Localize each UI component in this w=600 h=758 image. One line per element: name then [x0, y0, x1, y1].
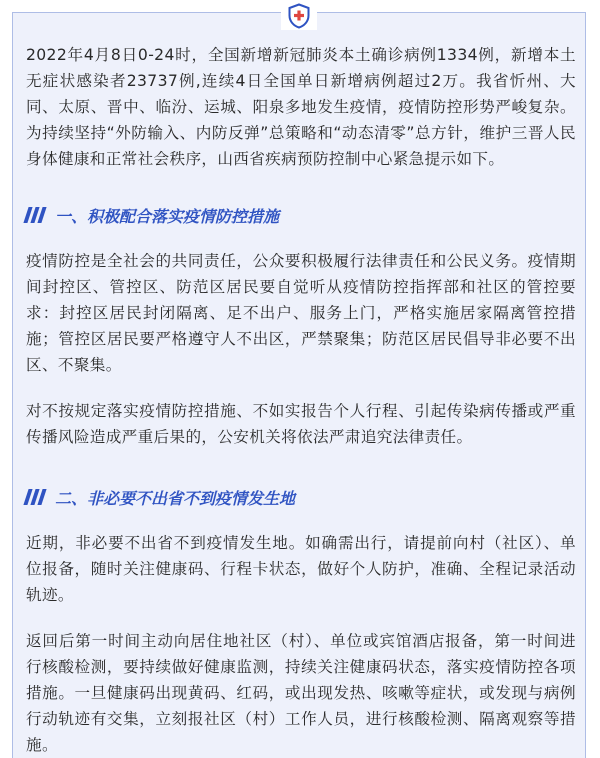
- medical-shield-icon: [287, 3, 311, 29]
- slash-marker-icon: [26, 489, 47, 505]
- section-1-paragraph-2: 对不按规定落实疫情防控措施、不如实报告个人行程、引起传染病传播或严重传播风险造成严重后果的，公安机关将依法严肃追究法律责任。: [26, 402, 576, 446]
- section-heading-1: [26, 202, 576, 228]
- section-heading-text: 一、积极配合落实疫情防控措施: [55, 206, 280, 226]
- section-heading-text: 二、非必要不出省不到疫情发生地: [55, 488, 296, 508]
- section-2-paragraph-1: 近期，非必要不出省不到疫情发生地。如确需出行，请提前向村（社区）、单位报备，随时关注健康码、行程卡状态，做好个人防护，准确、全程记录活动轨迹。: [26, 534, 576, 604]
- intro-paragraph: 2022年4月8日0-24时，全国新增新冠肺炎本土确诊病例1334例，新增本土无症状感染者23737例,连续4日全国单日新增病例超过2万。我省忻州、大同、太原、晋中、临汾、运城、阳泉多地发生疫情，疫情防控形势严峻复杂。为持续坚持“外防输入、内防反弹”总策略和“动态清零”总方针，维护三晋人民身体健康和正常社会秩序，山西省疾病预防控制中心紧急提示如下。: [26, 46, 576, 168]
- section-1-paragraph-1: 疫情防控是全社会的共同责任，公众要积极履行法律责任和公民义务。疫情期间封控区、管控区、防范区居民要自觉听从疫情防控指挥部和社区的管控要求：封控区居民封闭隔离、足不出户、服务上门，严格实施居家隔离管控措施；管控区居民要严格遵守人不出区，严禁聚集；防范区居民倡导非必要不出区、不聚集。: [26, 252, 576, 374]
- slash-marker-icon: [26, 207, 47, 223]
- section-heading-2: [26, 484, 576, 510]
- notice-content: [26, 42, 576, 758]
- section-2-paragraph-2: 返回后第一时间主动向居住地社区（村）、单位或宾馆酒店报备，第一时间进行核酸检测，要持续做好健康监测，持续关注健康码状态，落实疫情防控各项措施。一旦健康码出现黄码、红码，或出现发热、咳嗽等症状，或发现与病例行动轨迹有交集，立刻报社区（村）工作人员，进行核酸检测、隔离观察等措施。: [26, 632, 576, 754]
- header-badge: [281, 2, 317, 30]
